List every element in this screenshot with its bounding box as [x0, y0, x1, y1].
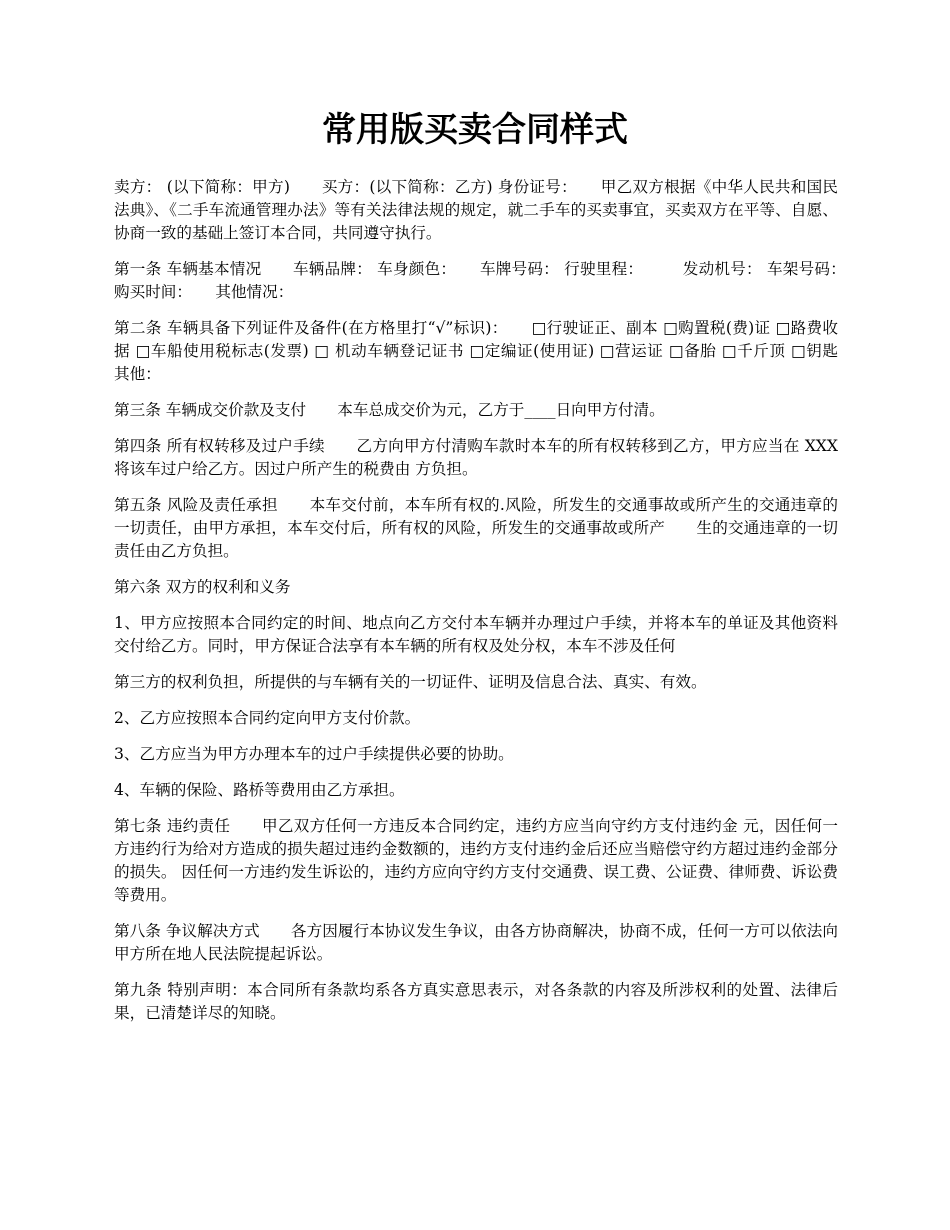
article-6-item-2: 2、乙方应按照本合同约定向甲方支付价款。 — [114, 709, 421, 727]
article-6-item-1-continued: 第三方的权利负担，所提供的与车辆有关的一切证件、证明及信息合法、真实、有效。 — [114, 673, 707, 691]
article-6-heading: 第六条 双方的权利和义务 — [114, 578, 291, 596]
article-8-dispute: 第八条 争议解决方式 各方因履行本协议发生争议，由各方协商解决，协商不成，任何一方可以依法向甲方所在地人民法院提起诉讼。 — [114, 922, 838, 963]
document-body — [114, 176, 870, 1038]
document-title: 常用版买卖合同样式 — [322, 110, 628, 150]
article-6-item-1: 1、甲方应按照本合同约定的时间、地点向乙方交付本车辆并办理过户手续，并将本车的单证及其他资料交付给乙方。同时，甲方保证合法享有本车辆的所有权及处分权，本车不涉及任何 — [114, 614, 838, 655]
article-2-documents: 第二条 车辆具备下列证件及备件(在方格里打“√”标识)： □行驶证正、副本 □购置税(费)证 □路费收据 □车船使用税标志(发票) □ 机动车辆登记证书 □定编证(使用证) □营运证 □备胎 □千斤顶 □钥匙 其他： — [114, 319, 870, 383]
article-6-item-3: 3、乙方应当为甲方办理本车的过户手续提供必要的协助。 — [114, 745, 514, 763]
article-1-vehicle-info: 第一条 车辆基本情况 车辆品牌： 车身颜色： 车牌号码： 行驶里程： 发动机号： 车架号码： 购买时间： 其他情况： — [114, 260, 870, 301]
intro-paragraph: 卖方： (以下简称：甲方) 买方：(以下简称：乙方) 身份证号： 甲乙双方根据《中华人民共和国民法典》、《二手车流通管理办法》等有关法律法规的规定，就二手车的买卖事宜，买卖双方在平等、自愿、协商一致的基础上签订本合同，共同遵守执行。 — [114, 178, 838, 242]
article-4-ownership-transfer: 第四条 所有权转移及过户手续 乙方向甲方付清购车款时本车的所有权转移到乙方，甲方应当在 XXX 将该车过户给乙方。因过户所产生的税费由 方负担。 — [114, 437, 843, 478]
article-6-item-4: 4、车辆的保险、路桥等费用由乙方承担。 — [114, 781, 405, 799]
article-7-breach: 第七条 违约责任 甲乙双方任何一方违反本合同约定，违约方应当向守约方支付违约金 元，因任何一方违约行为给对方造成的损失超过违约金数额的，违约方支付违约金后还应当赔偿守约方超过违约金部分的损失。 因任何一方违约发生诉讼的，违约方应向守约方支付交通费、误工费、公证费、律师费、诉讼费等费用。 — [114, 817, 838, 904]
article-9-declaration: 第九条 特别声明：本合同所有条款均系各方真实意思表示，对各条款的内容及所涉权利的处置、法律后果，已清楚详尽的知晓。 — [114, 981, 838, 1022]
article-5-risk-liability: 第五条 风险及责任承担 本车交付前，本车所有权的.风险，所发生的交通事故或所产生的交通违章的一切责任，由甲方承担，本车交付后，所有权的风险，所发生的交通事故或所产 生的交通违章的一切责任由乙方负担。 — [114, 496, 838, 560]
article-3-price-payment: 第三条 车辆成交价款及支付 本车总成交价为元，乙方于____日向甲方付清。 — [114, 401, 665, 419]
